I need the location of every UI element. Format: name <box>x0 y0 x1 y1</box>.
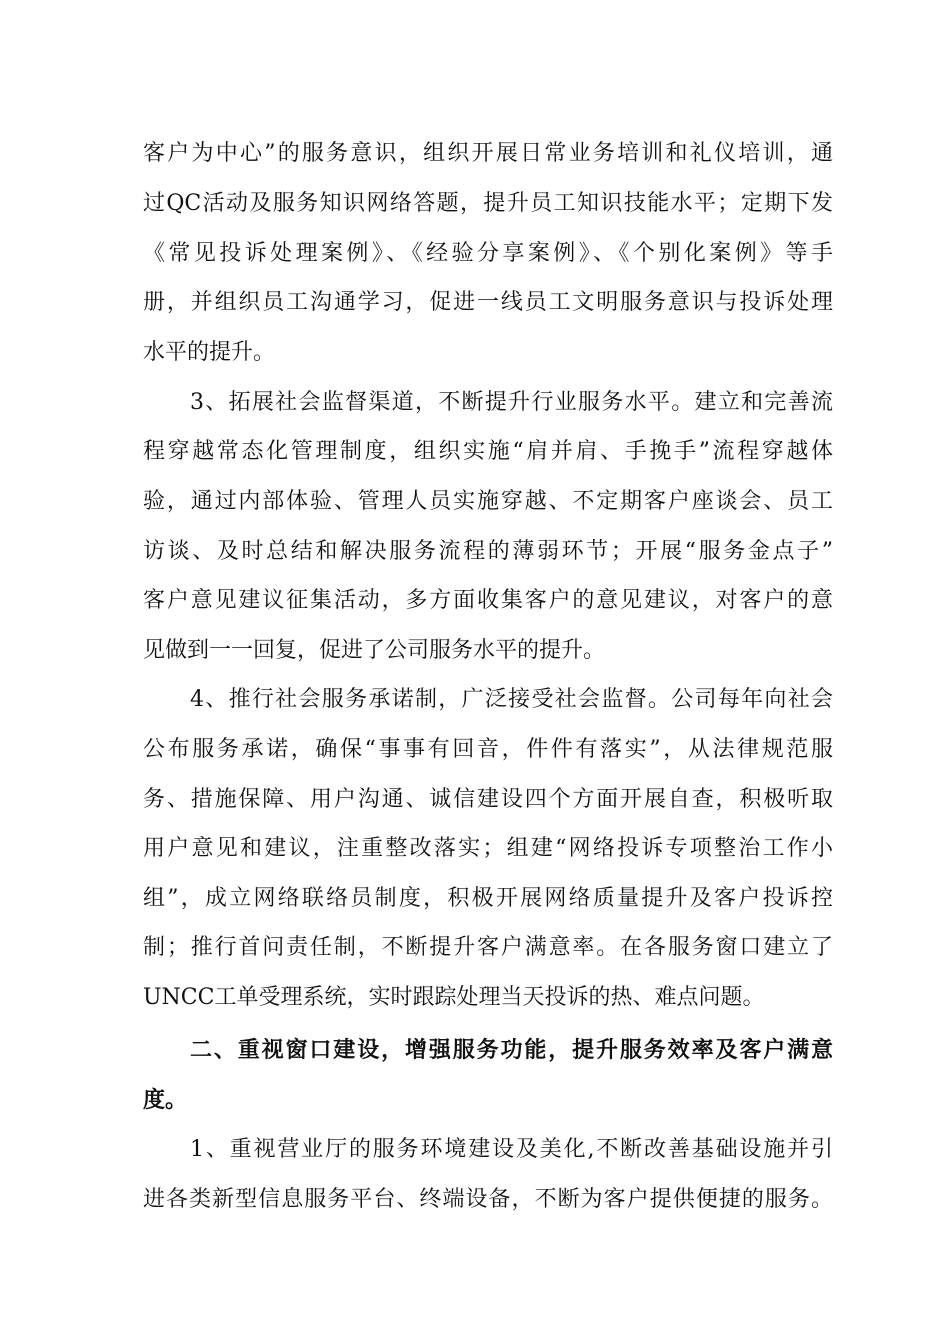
paragraph-line: 客户为中心”的服务意识，组织开展日常业务培训和礼仪培训，通 <box>143 141 833 166</box>
section-heading: 度。 <box>143 1088 188 1113</box>
paragraph-line: 程穿越常态化管理制度，组织实施“肩并肩、手挽手”流程穿越体 <box>143 439 833 464</box>
paragraph-line: 4、推行社会服务承诺制，广泛接受社会监督。公司每年向社会 <box>190 687 833 712</box>
paragraph-line: 见做到一一回复，促进了公司服务水平的提升。 <box>143 638 606 663</box>
section-heading: 二、重视窗口建设，增强服务功能，提升服务效率及客户满意 <box>190 1038 833 1063</box>
paragraph-line: 《常见投诉处理案例》、《经验分享案例》、《个别化案例》等手 <box>143 241 833 266</box>
paragraph-line: 册，并组织员工沟通学习，促进一线员工文明服务意识与投诉处理 <box>143 290 833 315</box>
paragraph-line: 进各类新型信息服务平台、终端设备，不断为客户提供便捷的服务。 <box>143 1187 833 1212</box>
paragraph-line: 1、重视营业厅的服务环境建设及美化,不断改善基础设施并引 <box>190 1137 833 1162</box>
paragraph-line: 3、拓展社会监督渠道，不断提升行业服务水平。建立和完善流 <box>190 390 833 415</box>
paragraph-line: UNCC工单受理系统，实时跟踪处理当天投诉的热、难点问题。 <box>143 985 765 1010</box>
paragraph-line: 用户意见和建议，注重整改落实；组建“网络投诉专项整治工作小 <box>143 836 833 861</box>
paragraph-line: 组”，成立网络联络员制度，积极开展网络质量提升及客户投诉控 <box>143 886 833 911</box>
paragraph-line: 客户意见建议征集活动，多方面收集客户的意见建议，对客户的意 <box>143 588 833 613</box>
paragraph-line: 公布服务承诺，确保“事事有回音，件件有落实”，从法律规范服 <box>143 737 833 762</box>
paragraph-line: 制；推行首问责任制，不断提升客户满意率。在各服务窗口建立了 <box>143 935 833 960</box>
paragraph-line: 过QC活动及服务知识网络答题，提升员工知识技能水平；定期下发 <box>143 191 833 216</box>
paragraph-line: 水平的提升。 <box>143 340 276 365</box>
paragraph-line: 访谈、及时总结和解决服务流程的薄弱环节；开展“服务金点子” <box>143 539 833 564</box>
paragraph-line: 验，通过内部体验、管理人员实施穿越、不定期客户座谈会、员工 <box>143 489 833 514</box>
paragraph-line: 务、措施保障、用户沟通、诚信建设四个方面开展自查，积极听取 <box>143 787 833 812</box>
